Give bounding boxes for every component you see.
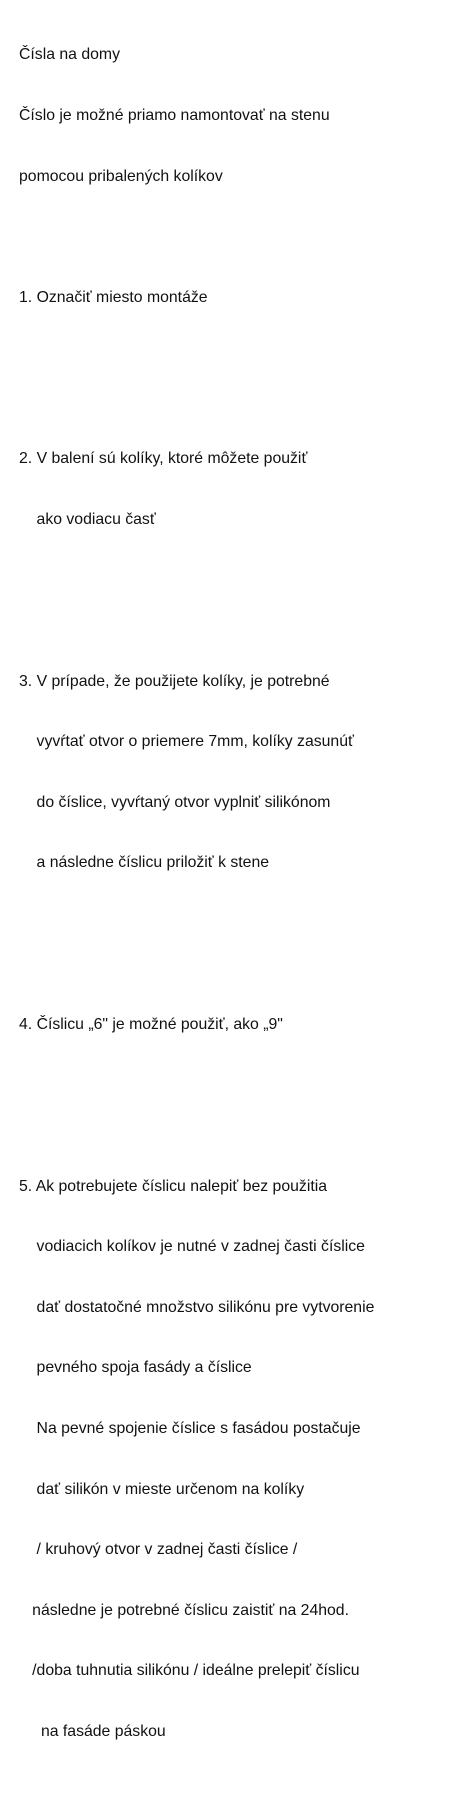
step-4-line: 4. Číslicu „6" je možné použiť, ako „9" bbox=[19, 1016, 283, 1033]
step-3-line: a následne číslicu priložiť k stene bbox=[19, 854, 270, 872]
step-5-line: / kruhový otvor v zadnej časti číslice / bbox=[19, 1541, 298, 1559]
step-5-line: dať dostatočné množstvo silikónu pre vytvorenie bbox=[19, 1298, 375, 1316]
step-2 bbox=[19, 409, 455, 571]
step-5-line: dať silikón v mieste určenom na kolíky bbox=[19, 1480, 305, 1498]
step-5-line: 5. Ak potrebujete číslicu nalepiť bez použitia bbox=[19, 1177, 328, 1195]
step-5-line: pevného spoja fasády a číslice bbox=[19, 1359, 252, 1377]
step-5-line: na fasáde páskou bbox=[19, 1722, 166, 1740]
step-3 bbox=[19, 631, 455, 914]
instructions-document bbox=[19, 5, 455, 1803]
step-5-line: následne je potrebné číslicu zaistiť na 24hod. bbox=[19, 1601, 349, 1619]
step-4 bbox=[19, 975, 455, 1076]
step-3-line: vyvŕtať otvor o priemere 7mm, kolíky zasunúť bbox=[19, 733, 354, 751]
step-2-line: ako vodiacu časť bbox=[19, 511, 156, 528]
step-5-line: vodiacich kolíkov je nutné v zadnej časti číslice bbox=[19, 1238, 365, 1256]
step-1-line: 1. Označiť miesto montáže bbox=[19, 288, 208, 306]
step-1 bbox=[19, 247, 455, 348]
step-5-line: /doba tuhnutia silikónu / ideálne prelepiť číslicu bbox=[19, 1662, 360, 1680]
document-title: Čísla na domy bbox=[19, 46, 120, 64]
step-3-line: do číslice, vyvŕtaný otvor vyplniť silikónom bbox=[19, 793, 331, 811]
step-2-line: 2. V balení sú kolíky, ktoré môžete použiť bbox=[19, 450, 308, 468]
step-5 bbox=[19, 1136, 455, 1782]
intro-line: Číslo je možné priamo namontovať na stenu bbox=[19, 107, 330, 124]
step-5-line: Na pevné spojenie číslice s fasádou postačuje bbox=[19, 1419, 361, 1437]
intro-line: pomocou pribalených kolíkov bbox=[19, 167, 223, 185]
step-3-line: 3. V prípade, že použijete kolíky, je potrebné bbox=[19, 672, 330, 690]
